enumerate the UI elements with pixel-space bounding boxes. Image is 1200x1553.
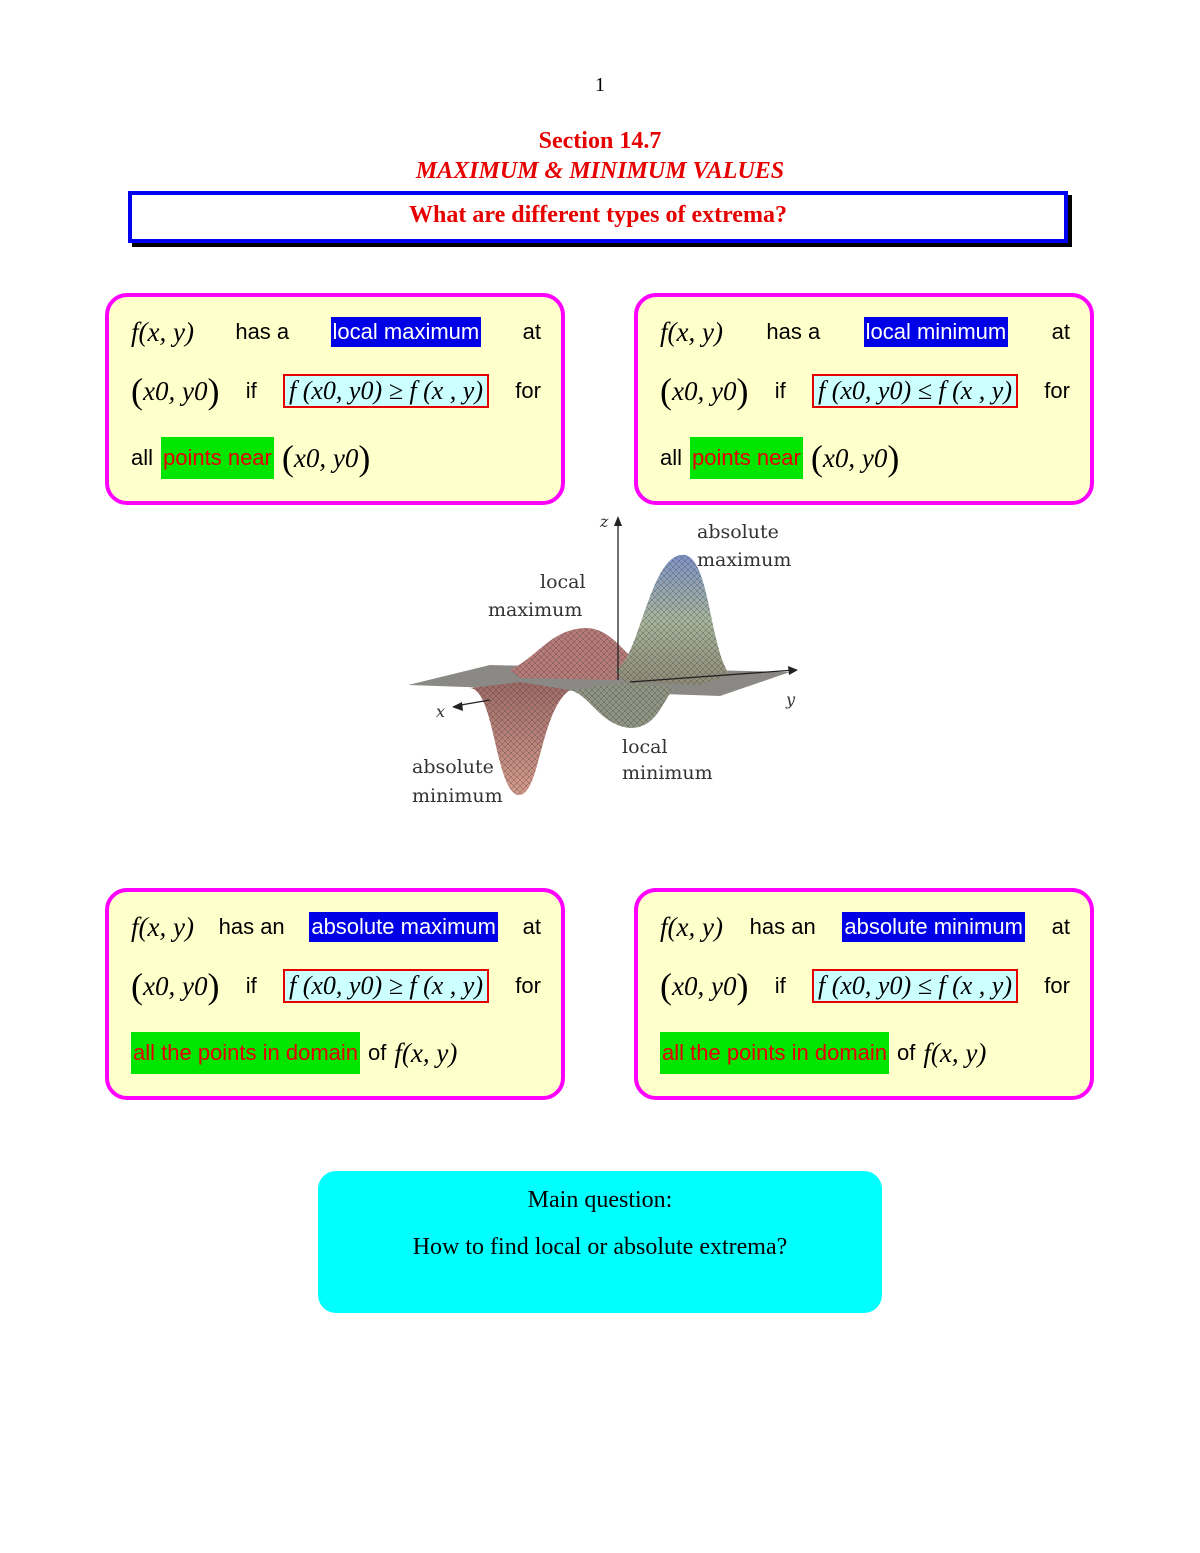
if-text: if: [245, 973, 257, 998]
function-expr: f(x, y): [394, 1037, 458, 1068]
abs-min-label-2: minimum: [412, 785, 503, 807]
definition-line-1: [131, 908, 541, 946]
condition-highlight: all the points in domain: [660, 1032, 889, 1074]
for-text: for: [1044, 973, 1070, 998]
term-highlight: local minimum: [864, 317, 1009, 347]
x-axis-label: x: [436, 702, 446, 721]
condition-highlight: all the points in domain: [131, 1032, 360, 1074]
definition-line-2: [131, 964, 541, 1008]
has-text: has a: [766, 319, 821, 344]
inequality-box: f (x0, y0) ≥ f (x , y): [283, 374, 489, 408]
main-question-text: How to find local or absolute extrema?: [412, 1234, 788, 1260]
definition-line-3: [131, 437, 541, 479]
local-max-label-1: local: [540, 571, 586, 593]
at-text: at: [1051, 319, 1070, 344]
has-text: has a: [235, 319, 290, 344]
definition-line-3: [660, 1032, 1070, 1074]
term-highlight: absolute maximum: [309, 912, 498, 942]
term-highlight: absolute minimum: [842, 912, 1025, 942]
definition-line-2: [660, 964, 1070, 1008]
surface-plot-figure: [400, 510, 800, 810]
term-highlight: local maximum: [331, 317, 482, 347]
point-expr: (x0, y0): [131, 371, 220, 411]
local-min-box: [634, 293, 1094, 505]
if-text: if: [774, 378, 786, 403]
abs-max-label-1: absolute: [697, 521, 779, 543]
for-text: for: [1044, 378, 1070, 403]
for-text: for: [515, 378, 541, 403]
page-number: 1: [595, 74, 605, 96]
local-max-label-2: maximum: [488, 599, 583, 621]
inequality-box: f (x0, y0) ≤ f (x , y): [812, 969, 1018, 1003]
inequality-box: f (x0, y0) ≤ f (x , y): [812, 374, 1018, 408]
definition-line-3: [660, 437, 1070, 479]
question-text: What are different types of extrema?: [409, 202, 787, 228]
local-min-label-1: local: [622, 736, 668, 758]
local-max-box: [105, 293, 565, 505]
at-text: at: [522, 319, 541, 344]
abs-min-label-1: absolute: [412, 756, 494, 778]
z-axis-label: z: [600, 512, 609, 531]
absolute-min-box: [634, 888, 1094, 1100]
of-text: of: [368, 1040, 387, 1065]
at-text: at: [1051, 914, 1070, 939]
definition-line-1: [660, 908, 1070, 946]
function-expr: f(x, y): [131, 316, 194, 347]
definition-line-1: [660, 313, 1070, 351]
abs-max-label-2: maximum: [697, 549, 792, 571]
if-text: if: [245, 378, 257, 403]
main-question-box: [318, 1171, 882, 1313]
definition-line-2: [131, 369, 541, 413]
if-text: if: [774, 973, 786, 998]
definition-line-1: [131, 313, 541, 351]
y-axis-label: y: [786, 690, 796, 709]
definition-line-2: [660, 369, 1070, 413]
point-expr: (x0, y0): [281, 438, 371, 478]
has-text: has an: [218, 914, 285, 939]
absolute-max-box: [105, 888, 565, 1100]
point-expr: (x0, y0): [131, 966, 220, 1006]
condition-highlight: points near: [690, 437, 803, 479]
definition-line-3: [131, 1032, 541, 1074]
of-text: of: [897, 1040, 916, 1065]
point-expr: (x0, y0): [660, 371, 749, 411]
point-expr: (x0, y0): [810, 438, 900, 478]
inequality-box: f (x0, y0) ≥ f (x , y): [283, 969, 489, 1003]
function-expr: f(x, y): [923, 1037, 987, 1068]
question-box: [128, 191, 1068, 243]
all-text: all: [131, 445, 154, 470]
main-question-label: Main question:: [527, 1187, 673, 1213]
function-expr: f(x, y): [660, 316, 723, 347]
function-expr: f(x, y): [660, 911, 723, 942]
condition-highlight: points near: [161, 437, 274, 479]
has-text: has an: [749, 914, 816, 939]
section-subtitle: MAXIMUM & MINIMUM VALUES: [415, 158, 785, 184]
local-min-label-2: minimum: [622, 762, 713, 784]
point-expr: (x0, y0): [660, 966, 749, 1006]
for-text: for: [515, 973, 541, 998]
section-title: Section 14.7: [538, 128, 662, 154]
all-text: all: [660, 445, 683, 470]
function-expr: f(x, y): [131, 911, 194, 942]
at-text: at: [522, 914, 541, 939]
